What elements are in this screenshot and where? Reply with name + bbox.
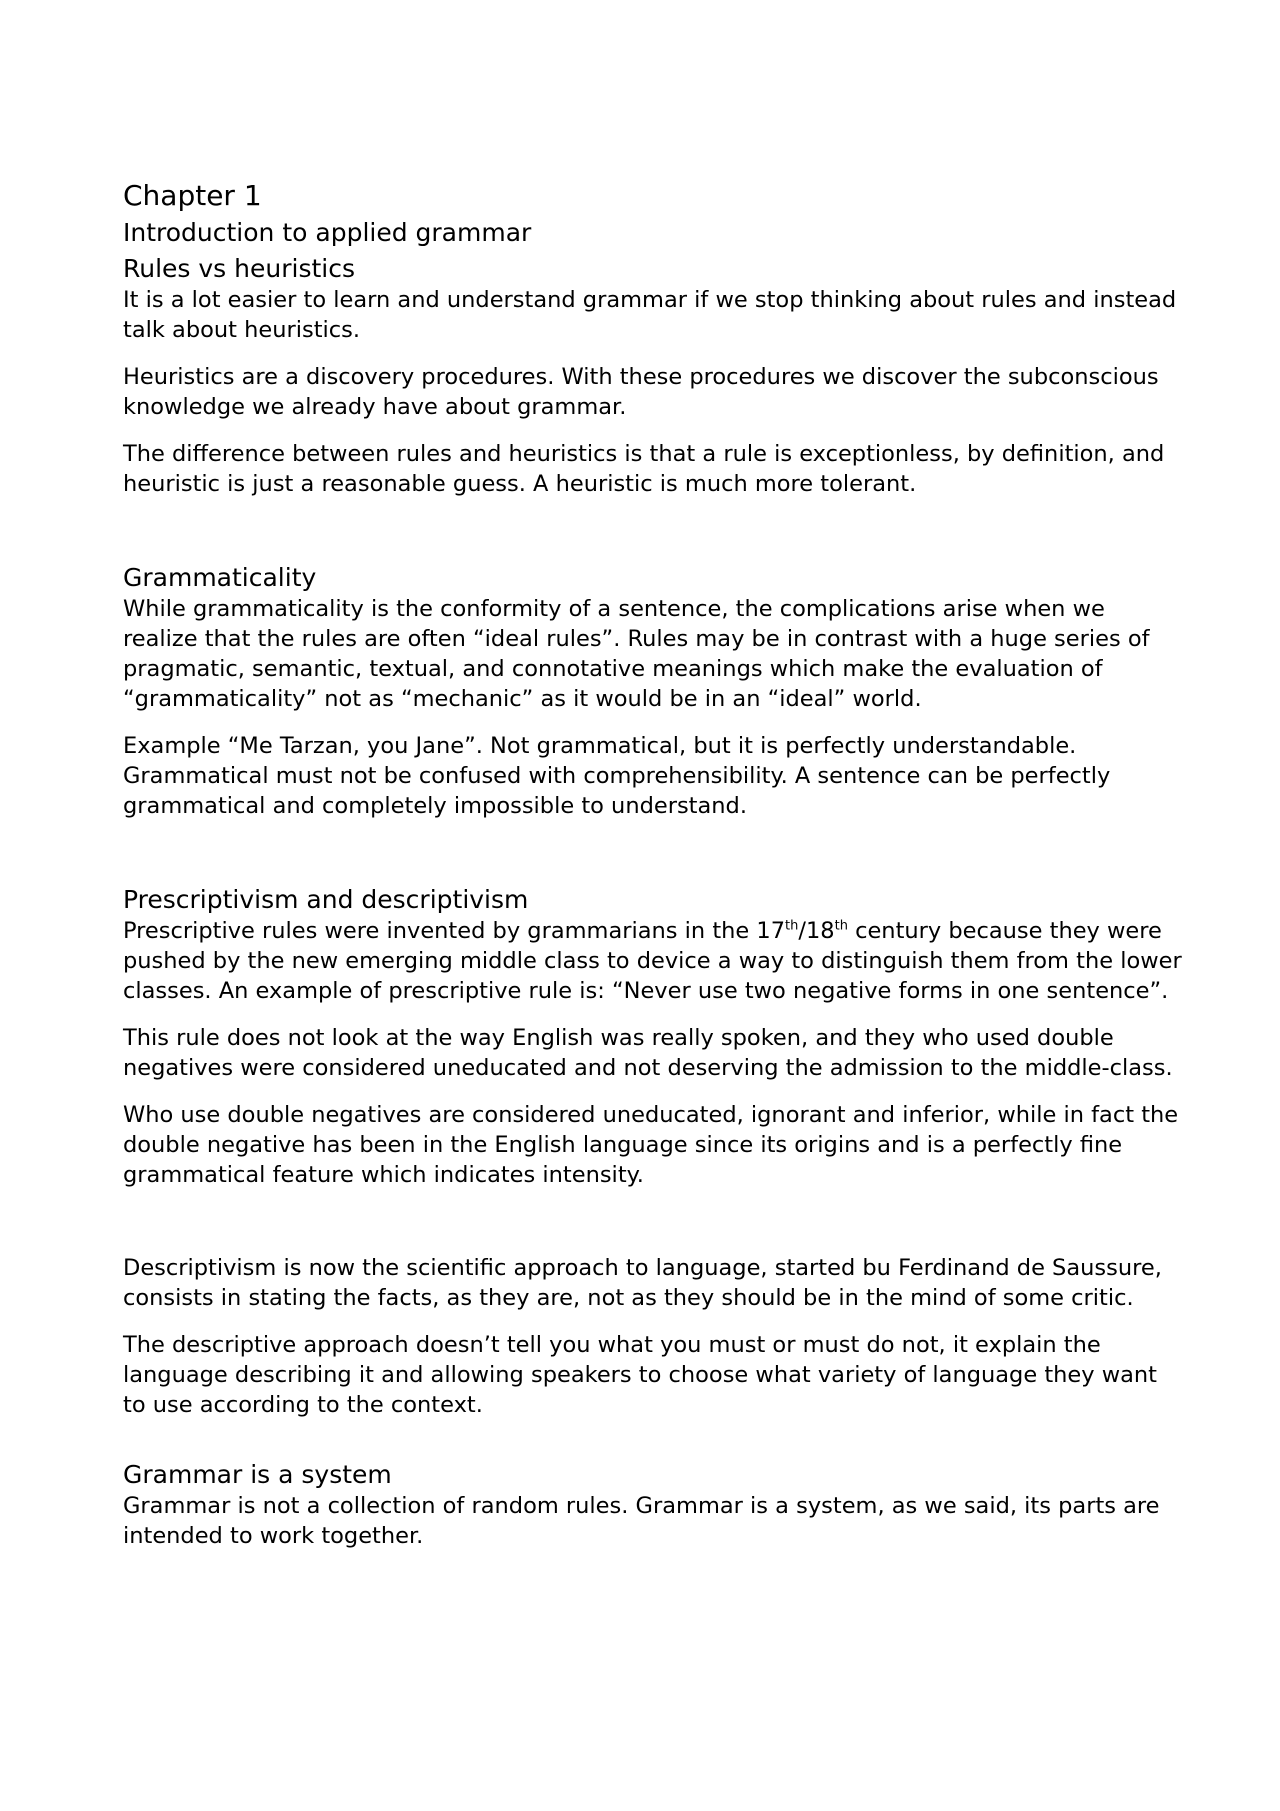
text-span: Prescriptive rules were invented by grammarians in the 17 [123, 918, 786, 944]
section-grammaticality [123, 562, 1183, 821]
superscript: th [834, 918, 848, 934]
section-rules-vs-heuristics [123, 253, 1183, 499]
paragraph [123, 916, 1183, 1006]
paragraph: The descriptive approach doesn’t tell you what you must or must do not, it explain the language describing it and allowing speakers to choose what variety of language they want to use according to the context. [123, 1332, 1157, 1418]
superscript: th [785, 918, 799, 934]
section-heading: Rules vs heuristics [123, 254, 355, 283]
text-span: century because they were pushed by the new emerging middle class to device a way to distinguish them from the lower classes. An example of prescriptive rule is: “Never use two negative forms in one sentence”. [123, 918, 1182, 1004]
paragraph: While grammaticality is the conformity of a sentence, the complications arise when we realize that the rules are often “ideal rules”. Rules may be in contrast with a huge series of pragmatic, semantic, textual, and connotative meanings which make the evaluation of “grammaticality” not as “mechanic” as it would be in an “ideal” world. [123, 596, 1150, 712]
chapter-title: Chapter 1 [123, 179, 262, 212]
section-heading: Grammar is a system [123, 1460, 392, 1489]
paragraph: The difference between rules and heuristics is that a rule is exceptionless, by definition, and heuristic is just a reasonable guess. A heuristic is much more tolerant. [123, 441, 1165, 497]
paragraph: Who use double negatives are considered uneducated, ignorant and inferior, while in fact the double negative has been in the English language since its origins and is a perfectly fine grammatical feature which indicates intensity. [123, 1102, 1179, 1188]
document-page [123, 178, 1183, 1568]
paragraph: Descriptivism is now the scientific approach to language, started bu Ferdinand de Saussure, consists in stating the facts, as they are, not as they should be in the mind of some critic. [123, 1255, 1162, 1311]
section-heading: Grammaticality [123, 563, 317, 592]
section-grammar-system [123, 1459, 1183, 1551]
chapter-subtitle: Introduction to applied grammar [123, 218, 532, 247]
paragraph: It is a lot easier to learn and understand grammar if we stop thinking about rules and instead talk about heuristics. [123, 287, 1177, 343]
paragraph: Grammar is not a collection of random rules. Grammar is a system, as we said, its parts are intended to work together. [123, 1493, 1160, 1549]
section-prescriptivism [123, 884, 1183, 1420]
section-heading: Prescriptivism and descriptivism [123, 885, 529, 914]
paragraph: Example “Me Tarzan, you Jane”. Not grammatical, but it is perfectly understandable. Grammatical must not be confused with comprehensibility. A sentence can be perfectly grammatical and completely impossible to understand. [123, 733, 1111, 819]
paragraph: Heuristics are a discovery procedures. With these procedures we discover the subconscious knowledge we already have about grammar. [123, 364, 1159, 420]
paragraph: This rule does not look at the way English was really spoken, and they who used double negatives were considered uneducated and not deserving the admission to the middle-class. [123, 1025, 1173, 1081]
text-span: /18 [798, 918, 835, 944]
